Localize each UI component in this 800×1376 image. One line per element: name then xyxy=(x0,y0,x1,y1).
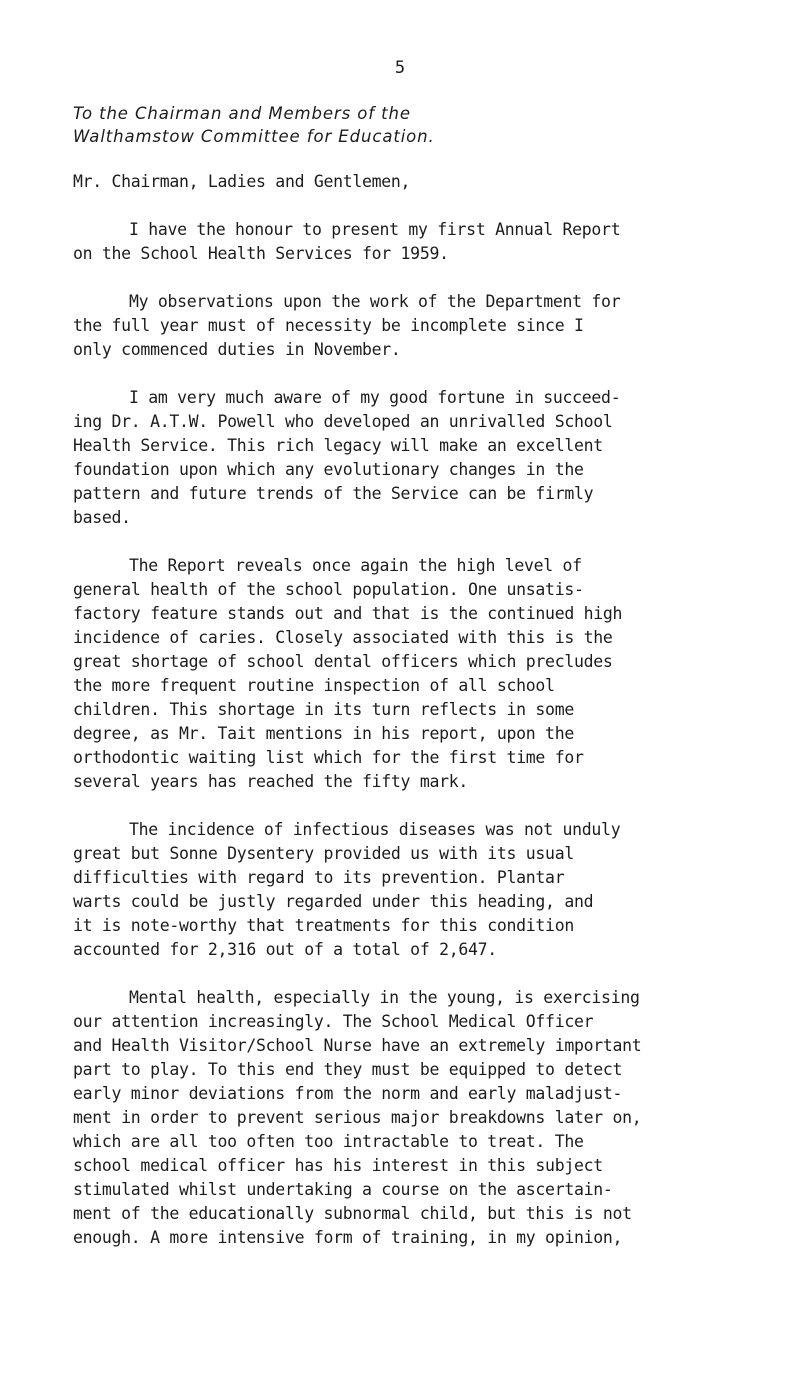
paragraph-line: pattern and future trends of the Service can be firmly xyxy=(73,484,594,503)
paragraph xyxy=(73,554,753,794)
paragraph-line: children. This shortage in its turn reflects in some xyxy=(73,700,574,719)
paragraph-line: the more frequent routine inspection of all school xyxy=(73,676,555,695)
paragraph-line: school medical officer has his interest in this subject xyxy=(73,1156,603,1175)
paragraph-line: accounted for 2,316 out of a total of 2,647. xyxy=(73,940,497,959)
paragraph xyxy=(73,290,753,362)
paragraph-line: only commenced duties in November. xyxy=(73,340,401,359)
paragraph-line: great but Sonne Dysentery provided us with its usual xyxy=(73,844,574,863)
paragraph-line: Mental health, especially in the young, is exercising xyxy=(129,988,640,1007)
paragraph-line: part to play. To this end they must be equipped to detect xyxy=(73,1060,623,1079)
paragraph-line: stimulated whilst undertaking a course on the ascertain- xyxy=(73,1180,613,1199)
paragraph xyxy=(73,218,753,266)
paragraph-line: Health Service. This rich legacy will make an excellent xyxy=(73,436,603,455)
paragraph-line: early minor deviations from the norm and early maladjust- xyxy=(73,1084,623,1103)
address-line-1: To the Chairman and Members of the xyxy=(73,104,411,123)
paragraph-line: factory feature stands out and that is the continued high xyxy=(73,604,623,623)
paragraph xyxy=(73,386,753,530)
paragraph-line: ment in order to prevent serious major breakdowns later on, xyxy=(73,1108,642,1127)
paragraph-line: I have the honour to present my first Annual Report xyxy=(129,220,621,239)
page-number: 5 xyxy=(394,58,406,78)
paragraph-line: great shortage of school dental officers which precludes xyxy=(73,652,613,671)
paragraph-line: warts could be justly regarded under this heading, and xyxy=(73,892,594,911)
paragraph-line: several years has reached the fifty mark. xyxy=(73,772,468,791)
paragraph-line: orthodontic waiting list which for the first time for xyxy=(73,748,584,767)
paragraph-line: ing Dr. A.T.W. Powell who developed an unrivalled School xyxy=(73,412,613,431)
paragraph-line: which are all too often too intractable to treat. The xyxy=(73,1132,584,1151)
paragraph-line: The Report reveals once again the high level of xyxy=(129,556,582,575)
paragraphs-container xyxy=(73,218,753,1250)
paragraph xyxy=(73,818,753,962)
paragraph xyxy=(73,986,753,1250)
salutation: Mr. Chairman, Ladies and Gentlemen, xyxy=(73,172,411,191)
paragraph-line: based. xyxy=(73,508,131,527)
address-block xyxy=(73,102,435,148)
paragraph-line: general health of the school population. One unsatis- xyxy=(73,580,584,599)
paragraph-line: I am very much aware of my good fortune in succeed- xyxy=(129,388,621,407)
paragraph-line: degree, as Mr. Tait mentions in his report, upon the xyxy=(73,724,574,743)
paragraph-line: ment of the educationally subnormal child, but this is not xyxy=(73,1204,632,1223)
paragraph-line: on the School Health Services for 1959. xyxy=(73,244,449,263)
address-line-2: Walthamstow Committee for Education. xyxy=(73,127,435,146)
paragraph-line: enough. A more intensive form of training, in my opinion, xyxy=(73,1228,623,1247)
paragraph-line: it is note-worthy that treatments for this condition xyxy=(73,916,574,935)
paragraph-line: difficulties with regard to its prevention. Plantar xyxy=(73,868,565,887)
report-body xyxy=(73,170,753,1274)
paragraph-line: foundation upon which any evolutionary changes in the xyxy=(73,460,584,479)
paragraph-line: our attention increasingly. The School Medical Officer xyxy=(73,1012,594,1031)
paragraph-line: The incidence of infectious diseases was not unduly xyxy=(129,820,621,839)
paragraph-line: and Health Visitor/School Nurse have an extremely important xyxy=(73,1036,642,1055)
paragraph-line: the full year must of necessity be incomplete since I xyxy=(73,316,584,335)
paragraph-line: My observations upon the work of the Department for xyxy=(129,292,621,311)
paragraph-line: incidence of caries. Closely associated with this is the xyxy=(73,628,613,647)
